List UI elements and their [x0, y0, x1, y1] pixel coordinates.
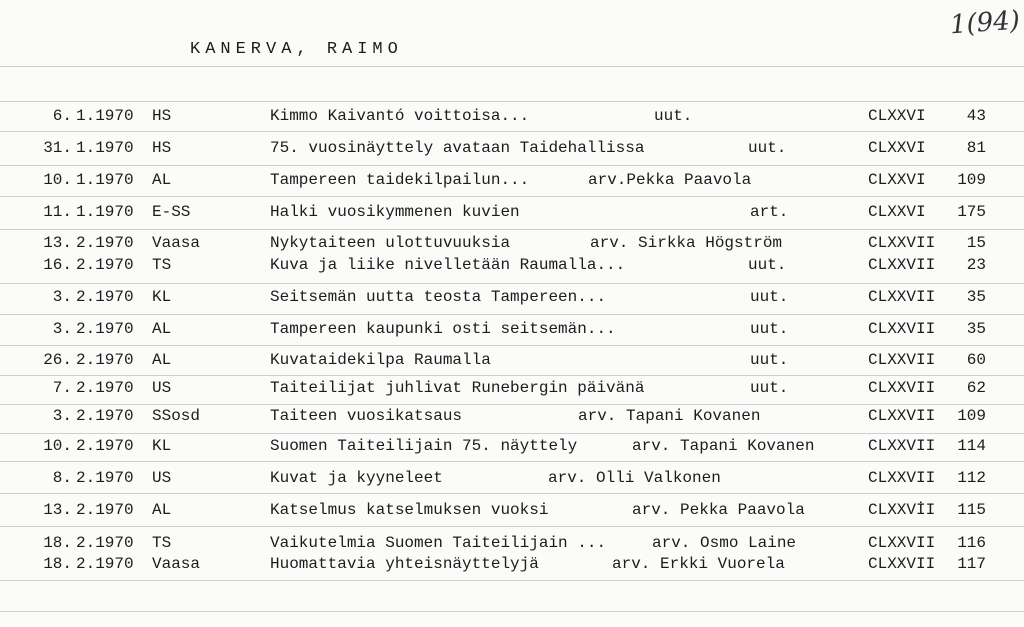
list-item	[0, 320, 1024, 342]
list-item	[0, 171, 1024, 193]
card-rule	[0, 165, 1024, 166]
entry-day: 11.	[43, 203, 72, 221]
entry-kind: arv. Sirkka Högström	[590, 234, 783, 252]
entry-source: TS	[152, 256, 172, 274]
entry-volume: CLXXVII	[868, 534, 936, 552]
entry-page: 43	[966, 107, 986, 125]
entry-title: Halki vuosikymmenen kuvien	[270, 203, 520, 221]
entry-volume: CLXXVI	[868, 171, 926, 189]
entry-source: AL	[152, 320, 172, 338]
card-rule	[0, 66, 1024, 67]
entry-volume: CLXXVI	[868, 107, 926, 125]
entry-title: Nykytaiteen ulottuvuuksia	[270, 234, 511, 252]
entry-source: E-SS	[152, 203, 191, 221]
handwritten-card-number: 1(94)	[949, 5, 1021, 41]
entry-kind: uut.	[654, 107, 693, 125]
entry-title: Huomattavia yhteisnäyttelyjä	[270, 555, 539, 573]
entry-date: 1.1970	[76, 139, 134, 157]
list-item	[0, 203, 1024, 225]
card-rule	[0, 101, 1024, 102]
entry-kind: arv. Tapani Kovanen	[578, 407, 761, 425]
entry-source: SSosd	[152, 407, 201, 425]
entry-date: 2.1970	[76, 256, 134, 274]
entry-day: 13.	[43, 501, 72, 519]
card-rule	[0, 375, 1024, 376]
entry-volume: CLXXVII	[868, 320, 936, 338]
entry-title: Kuva ja liike nivelletään Raumalla...	[270, 256, 626, 274]
entry-page: 109	[957, 171, 986, 189]
list-item	[0, 501, 1024, 523]
list-item	[0, 437, 1024, 459]
entry-volume: CLXXVİI	[868, 501, 936, 519]
entry-source: TS	[152, 534, 172, 552]
entry-day: 31.	[43, 139, 72, 157]
entry-page: 116	[957, 534, 986, 552]
entry-page: 109	[957, 407, 986, 425]
entry-kind: uut.	[750, 379, 789, 397]
entry-title: Taiteen vuosikatsaus	[270, 407, 463, 425]
entry-title: 75. vuosinäyttely avataan Taidehallissa	[270, 139, 645, 157]
entry-volume: CLXXVII	[868, 379, 936, 397]
entry-day: 3.	[52, 320, 72, 338]
entry-volume: CLXXVII	[868, 288, 936, 306]
entry-source: AL	[152, 171, 172, 189]
entry-source: US	[152, 469, 172, 487]
entry-day: 16.	[43, 256, 72, 274]
list-item	[0, 288, 1024, 310]
entry-title: Kuvataidekilpa Raumalla	[270, 351, 491, 369]
entry-date: 2.1970	[76, 379, 134, 397]
entry-kind: uut.	[748, 256, 787, 274]
entry-kind: arv. Osmo Laine	[652, 534, 797, 552]
entry-page: 115	[957, 501, 986, 519]
entry-date: 2.1970	[76, 320, 134, 338]
entry-page: 60	[966, 351, 986, 369]
card-rule	[0, 611, 1024, 612]
entry-source: KL	[152, 437, 172, 455]
entry-source: US	[152, 379, 172, 397]
card-rule	[0, 493, 1024, 494]
card-rule	[0, 314, 1024, 315]
entry-source: Vaasa	[152, 555, 201, 573]
entry-date: 2.1970	[76, 555, 134, 573]
entry-title: Tampereen taidekilpailun...	[270, 171, 530, 189]
card-rule	[0, 580, 1024, 581]
entry-page: 62	[966, 379, 986, 397]
entry-source: Vaasa	[152, 234, 201, 252]
entry-title: Suomen Taiteilijain 75. näyttely	[270, 437, 578, 455]
entry-title: Katselmus katselmuksen vuoksi	[270, 501, 549, 519]
entry-date: 1.1970	[76, 171, 134, 189]
entry-date: 2.1970	[76, 437, 134, 455]
list-item	[0, 234, 1024, 256]
entry-date: 1.1970	[76, 107, 134, 125]
entry-source: KL	[152, 288, 172, 306]
list-item	[0, 351, 1024, 373]
entry-day: 26.	[43, 351, 72, 369]
entry-source: AL	[152, 351, 172, 369]
entry-title: Vaikutelmia Suomen Taiteilijain ...	[270, 534, 607, 552]
entry-volume: CLXXVII	[868, 407, 936, 425]
card-rule	[0, 461, 1024, 462]
entry-volume: CLXXVI	[868, 203, 926, 221]
card-rule	[0, 526, 1024, 527]
entry-date: 2.1970	[76, 234, 134, 252]
list-item	[0, 256, 1024, 278]
entry-volume: CLXXVII	[868, 437, 936, 455]
entry-title: Tampereen kaupunki osti seitsemän...	[270, 320, 616, 338]
card-rule	[0, 404, 1024, 405]
entry-volume: CLXXVII	[868, 351, 936, 369]
entry-volume: CLXXVII	[868, 234, 936, 252]
entry-kind: art.	[750, 203, 789, 221]
entry-day: 8.	[52, 469, 72, 487]
entry-kind: arv. Erkki Vuorela	[612, 555, 785, 573]
entry-page: 114	[957, 437, 986, 455]
list-item	[0, 555, 1024, 577]
entry-page: 15	[966, 234, 986, 252]
list-item	[0, 469, 1024, 491]
entry-source: HS	[152, 107, 172, 125]
entry-page: 23	[966, 256, 986, 274]
entry-day: 10.	[43, 171, 72, 189]
entry-source: AL	[152, 501, 172, 519]
entry-day: 3.	[52, 407, 72, 425]
list-item	[0, 407, 1024, 429]
entry-kind: uut.	[750, 288, 789, 306]
entry-title: Seitsemän uutta teosta Tampereen...	[270, 288, 607, 306]
entry-kind: uut.	[750, 351, 789, 369]
entry-date: 2.1970	[76, 351, 134, 369]
entry-kind: arv. Tapani Kovanen	[632, 437, 815, 455]
entry-title: Kimmo Kaivantó voittoisa...	[270, 107, 530, 125]
card-rule	[0, 196, 1024, 197]
list-item	[0, 379, 1024, 401]
entry-day: 18.	[43, 555, 72, 573]
entry-date: 2.1970	[76, 407, 134, 425]
entry-day: 6.	[52, 107, 72, 125]
entry-page: 81	[966, 139, 986, 157]
entry-title: Kuvat ja kyyneleet	[270, 469, 443, 487]
list-item	[0, 139, 1024, 161]
entry-day: 13.	[43, 234, 72, 252]
entry-date: 2.1970	[76, 534, 134, 552]
entry-day: 10.	[43, 437, 72, 455]
card-rule	[0, 345, 1024, 346]
card-rule	[0, 131, 1024, 132]
card-rule	[0, 283, 1024, 284]
entry-day: 7.	[52, 379, 72, 397]
card-rule	[0, 229, 1024, 230]
list-item	[0, 107, 1024, 129]
list-item	[0, 534, 1024, 556]
entry-source: HS	[152, 139, 172, 157]
entry-kind: uut.	[748, 139, 787, 157]
entry-date: 1.1970	[76, 203, 134, 221]
entry-kind: uut.	[750, 320, 789, 338]
entry-title: Taiteilijat juhlivat Runebergin päivänä	[270, 379, 645, 397]
entry-day: 3.	[52, 288, 72, 306]
entry-page: 112	[957, 469, 986, 487]
entry-date: 2.1970	[76, 469, 134, 487]
entry-page: 175	[957, 203, 986, 221]
entry-kind: arv. Olli Valkonen	[548, 469, 721, 487]
entry-day: 18.	[43, 534, 72, 552]
entry-volume: CLXXVII	[868, 256, 936, 274]
card-rule	[0, 433, 1024, 434]
entry-date: 2.1970	[76, 288, 134, 306]
entry-kind: arv. Pekka Paavola	[632, 501, 805, 519]
entry-page: 35	[966, 288, 986, 306]
entry-page: 117	[957, 555, 986, 573]
entry-kind: arv.Pekka Paavola	[588, 171, 752, 189]
card-title: KANERVA, RAIMO	[190, 40, 403, 59]
entry-page: 35	[966, 320, 986, 338]
entry-date: 2.1970	[76, 501, 134, 519]
entry-volume: CLXXVI	[868, 139, 926, 157]
entry-volume: CLXXVII	[868, 555, 936, 573]
entry-volume: CLXXVII	[868, 469, 936, 487]
